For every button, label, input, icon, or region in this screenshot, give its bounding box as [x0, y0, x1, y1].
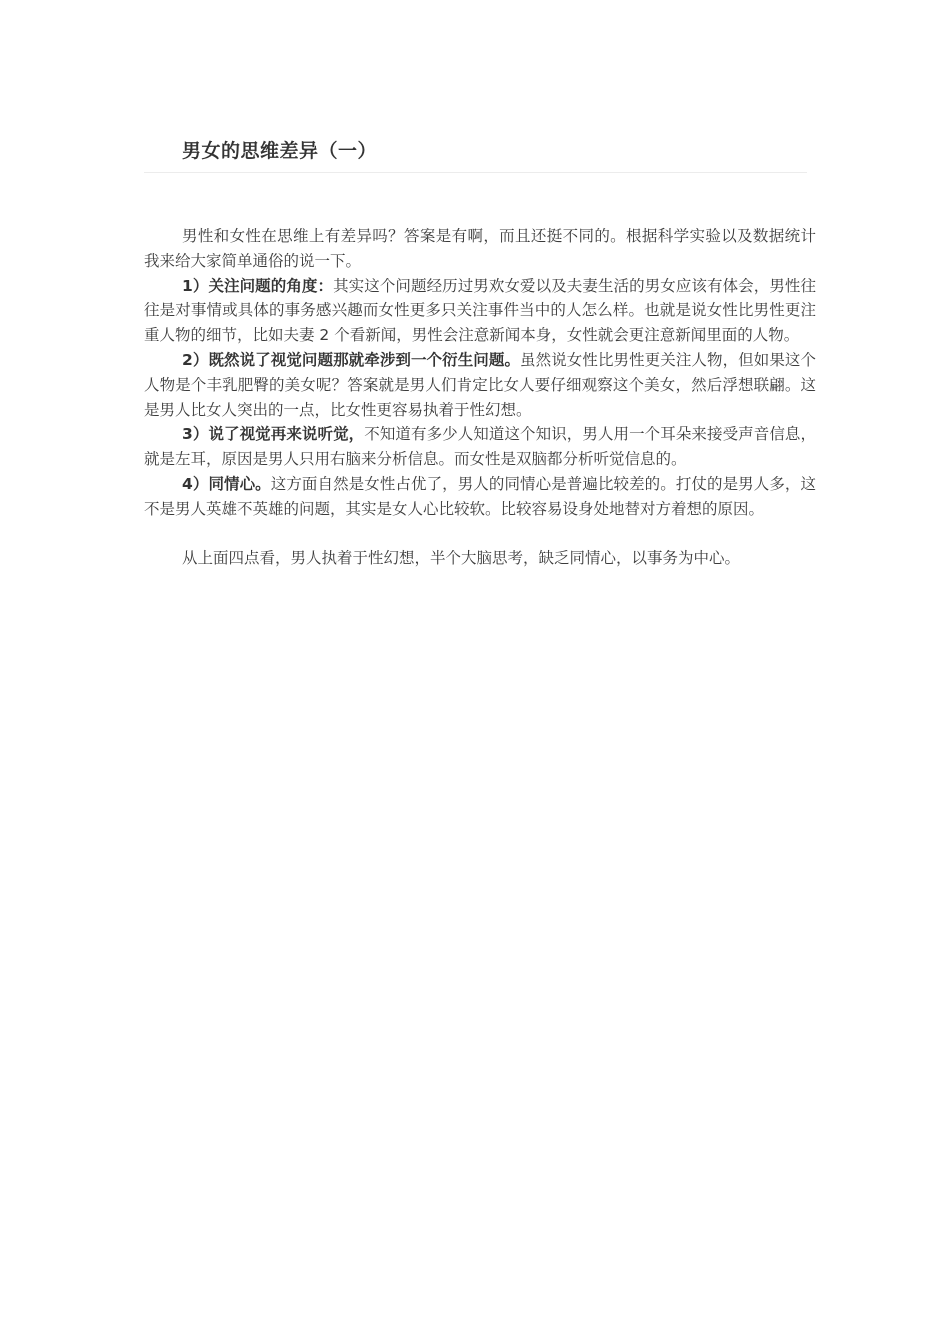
conclusion-paragraph: 从上面四点看，男人执着于性幻想，半个大脑思考，缺乏同情心，以事务为中心。: [182, 549, 741, 568]
page-title: 男女的思维差异（一）: [182, 140, 378, 162]
intro-paragraph: 男性和女性在思维上有差异吗？答案是有啊，而且还挺不同的。根据科学实验以及数据统计我来给大家简单通俗的说一下。: [144, 227, 816, 270]
title-divider: [144, 172, 807, 173]
point-text-4: 这方面自然是女性占优了，男人的同情心是普遍比较差的。打仗的是男人多，这不是男人英雄不英雄的问题，其实是女人心比较软。比较容易设身处地替对方着想的原因。: [144, 474, 816, 518]
point-paragraph-3: [144, 422, 816, 472]
point-heading-2: 2）既然说了视觉问题那就牵涉到一个衍生问题。: [182, 350, 521, 369]
point-heading-1: 1）关注问题的角度：: [182, 276, 334, 295]
article-body: [144, 224, 816, 571]
paragraph-spacer: [144, 522, 816, 547]
point-paragraph-2: [144, 348, 816, 422]
point-paragraph-4: [144, 472, 816, 522]
point-text-1: 其实这个问题经历过男欢女爱以及夫妻生活的男女应该有体会，男性往往是对事情或具体的事务感兴趣而女性更多只关注事件当中的人怎么样。也就是说女性比男性更注重人物的细节，比如夫妻 2 个看新闻，男性会注意新闻本身，女性就会更注意新闻里面的人物。: [144, 276, 816, 345]
point-text-2: 虽然说女性比男性更关注人物，但如果这个人物是个丰乳肥臀的美女呢？答案就是男人们肯定比女人要仔细观察这个美女，然后浮想联翩。这是男人比女人突出的一点，比女性更容易执着于性幻想。: [144, 350, 816, 419]
point-heading-3: 3）说了视觉再来说听觉，: [182, 425, 365, 444]
point-heading-4: 4）同情心。: [182, 474, 271, 493]
point-text-3: 不知道有多少人知道这个知识，男人用一个耳朵来接受声音信息，就是左耳，原因是男人只用右脑来分析信息。而女性是双脑都分析听觉信息的。: [144, 425, 816, 469]
point-paragraph-1: [144, 274, 816, 348]
